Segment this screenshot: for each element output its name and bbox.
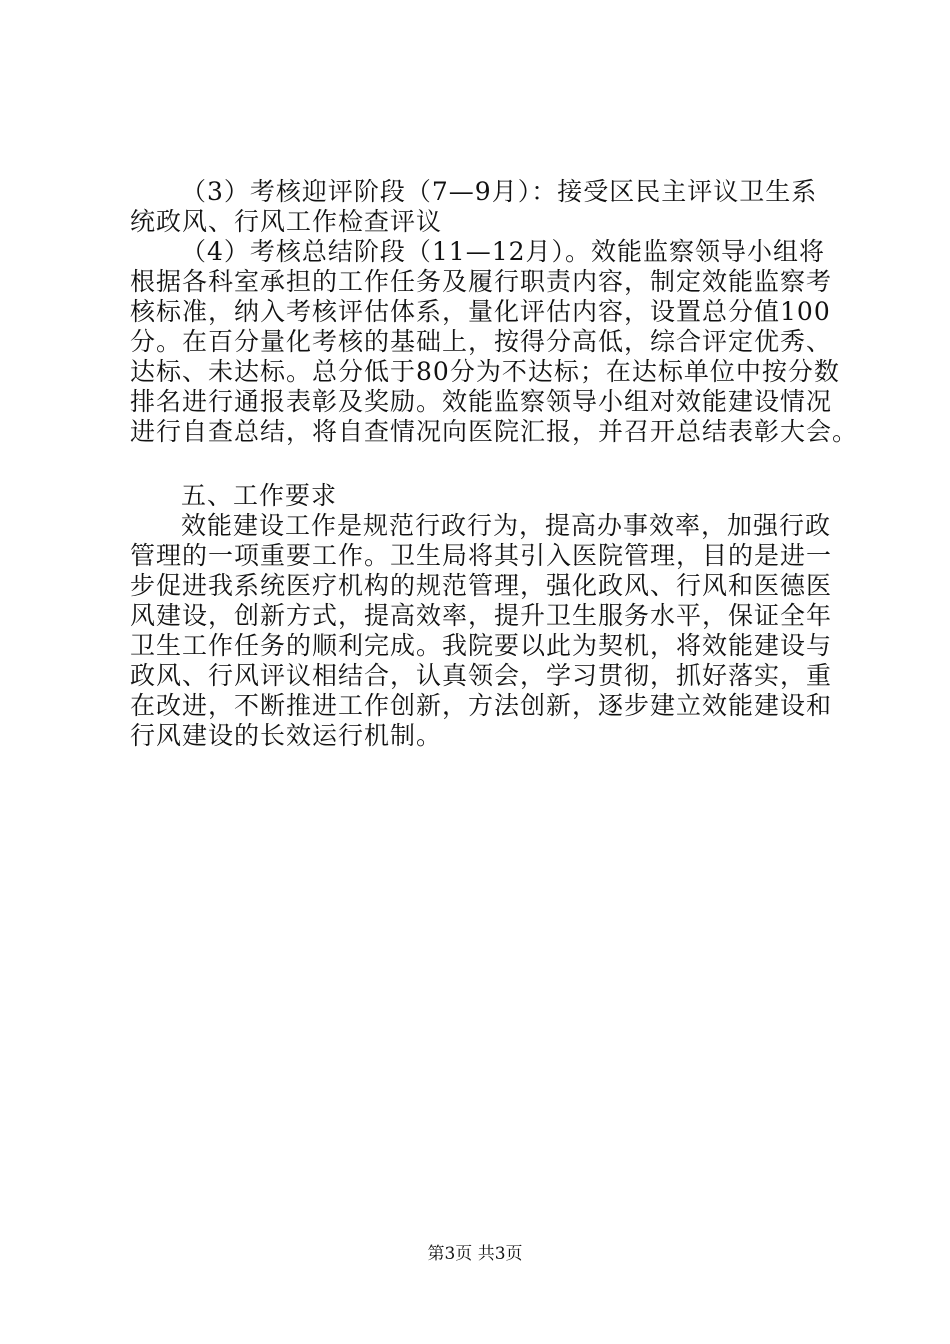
- paragraph-requirements-line-1: 效能建设工作是规范行政行为，提高办事效率，加强行政: [181, 511, 832, 540]
- paragraph-stage-3-line-1: （3）考核迎评阶段（7—9月）：接受区民主评议卫生系: [181, 177, 818, 206]
- paragraph-requirements-line-6: 政风、行风评议相结合，认真领会，学习贯彻，抓好落实，重: [130, 661, 833, 690]
- paragraph-stage-4-line-3: 核标准，纳入考核评估体系，量化评估内容，设置总分值100: [130, 297, 831, 326]
- paragraph-requirements-line-7: 在改进，不断推进工作创新，方法创新，逐步建立效能建设和: [130, 691, 833, 720]
- paragraph-stage-4-line-2: 根据各科室承担的工作任务及履行职责内容，制定效能监察考: [130, 267, 833, 296]
- paragraph-requirements-line-3: 步促进我系统医疗机构的规范管理，强化政风、行风和医德医: [130, 571, 833, 600]
- paragraph-requirements-line-5: 卫生工作任务的顺利完成。我院要以此为契机，将效能建设与: [130, 631, 833, 660]
- paragraph-requirements-line-8: 行风建设的长效运行机制。: [130, 721, 443, 750]
- paragraph-stage-4-line-6: 排名进行通报表彰及奖励。效能监察领导小组对效能建设情况: [130, 387, 833, 416]
- paragraph-requirements-line-2: 管理的一项重要工作。卫生局将其引入医院管理，目的是进一: [130, 541, 833, 570]
- paragraph-stage-4-line-5: 达标、未达标。总分低于80分为不达标；在达标单位中按分数: [130, 357, 840, 386]
- paragraph-stage-4-line-1: （4）考核总结阶段（11—12月）。效能监察领导小组将: [181, 237, 826, 266]
- paragraph-requirements-line-4: 风建设，创新方式，提高效率，提升卫生服务水平，保证全年: [130, 601, 833, 630]
- page-number-footer: 第3页 共3页: [427, 1244, 523, 1264]
- paragraph-stage-4-line-7: 进行自查总结，将自查情况向医院汇报，并召开总结表彰大会。: [130, 417, 859, 446]
- paragraph-stage-4-line-4: 分。在百分量化考核的基础上，按得分高低，综合评定优秀、: [130, 327, 833, 356]
- section-heading: 五、工作要求: [181, 481, 338, 510]
- paragraph-stage-3-line-2: 统政风、行风工作检查评议: [130, 207, 443, 236]
